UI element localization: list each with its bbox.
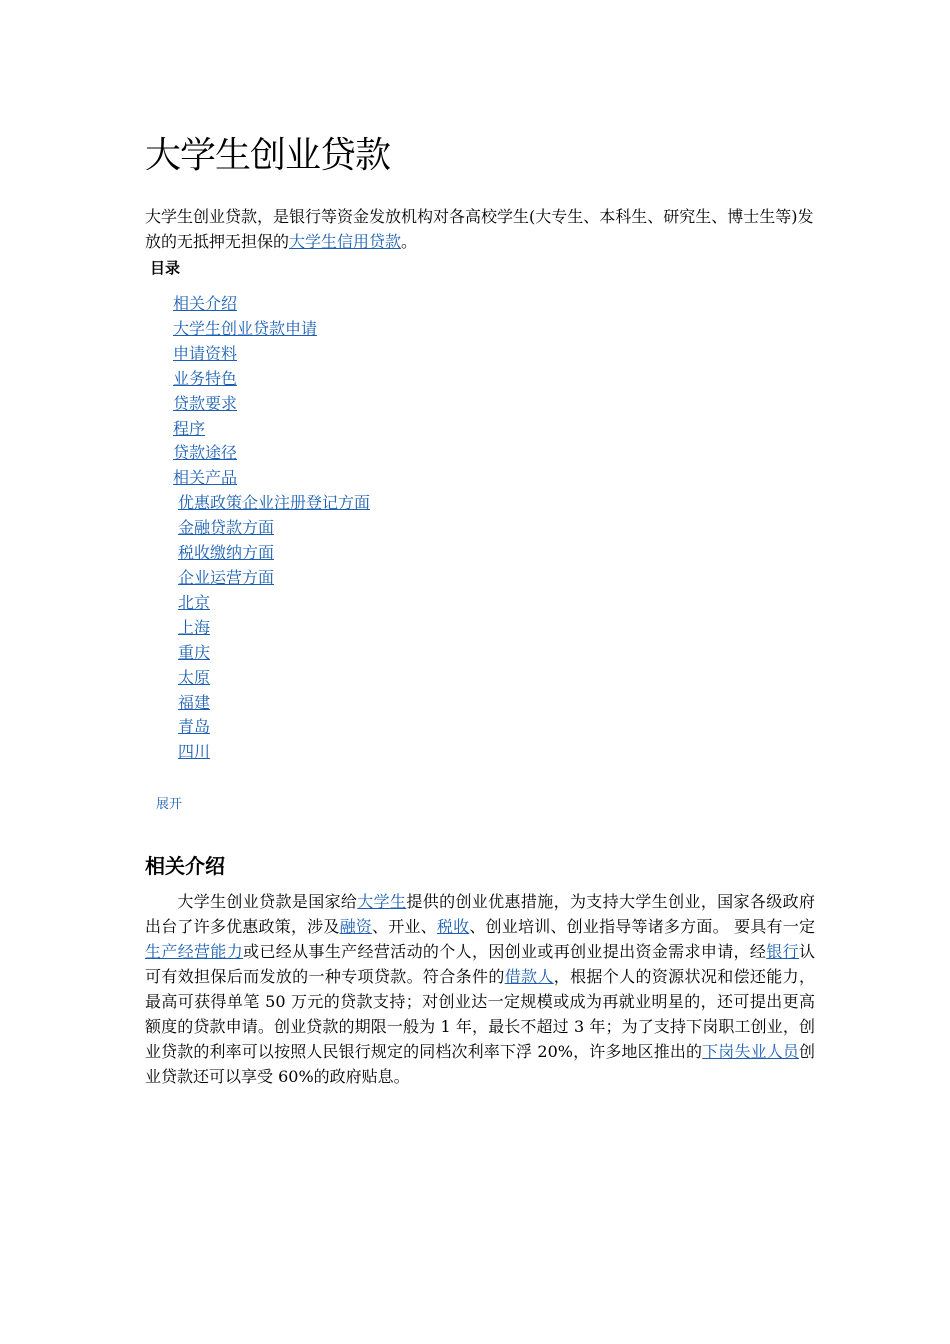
toc-link-qingdao[interactable]: 青岛 [178,717,211,737]
toc-item [160,541,370,566]
body-text: ，根据个人的资源状况和偿还能力，最高可获得单笔 50 万元的贷款支持；对创业达一定规模或成为再就业明星的，还可提出更高额度的贷款申请。创业贷款的期限一般为 1 年，最长不超过 3 年；为了支持下岗职工创业，创业贷款的利率可以按照人民银行规定的同档次利率下浮 20%，许多地区推出的 [145,967,815,1061]
toc-link-operations[interactable]: 企业运营方面 [178,567,275,587]
taxation-link[interactable]: 税收 [436,917,470,936]
borrower-link[interactable]: 借款人 [504,967,554,986]
body-text: 或已经从事生产经营活动的个人，因创业或再创业提出资金需求申请，经 [243,942,767,961]
toc-link-related-intro[interactable]: 相关介绍 [173,294,238,313]
toc-list [160,292,370,765]
toc-link-finance-loans[interactable]: 金融贷款方面 [178,518,275,538]
section-body [145,889,815,1089]
toc-heading: 目录 [150,259,181,277]
toc-link-loan-channels[interactable]: 贷款途径 [173,443,238,463]
toc-item [160,417,370,442]
body-text: 认可有效担保后而发放的一种专项贷款。符合条件的 [145,942,815,986]
body-text: 提供的创业优惠措施，为支持大学生创业，国家各级政府出台了许多优惠政策，涉及 [145,892,815,936]
credit-loan-link[interactable]: 大学生信用贷款 [289,232,402,251]
toc-link-fujian[interactable]: 福建 [178,692,211,712]
toc-item [160,292,370,317]
toc-item [160,342,370,367]
toc-item [160,367,370,392]
toc-item [160,616,370,641]
toc-item [160,691,370,716]
college-student-link[interactable]: 大学生 [357,892,407,911]
bank-link[interactable]: 银行 [766,942,799,961]
toc-link-application-materials[interactable]: 申请资料 [173,343,238,363]
body-text: 、开业、 [372,917,437,936]
toc-item [160,317,370,342]
body-text: 创业贷款还可以享受 60%的政府贴息。 [145,1042,815,1086]
toc-item [160,666,370,691]
toc-link-shanghai[interactable]: 上海 [178,617,211,637]
toc-item [160,441,370,466]
section-title: 相关介绍 [145,854,225,878]
toc-item [160,740,370,765]
intro-end: 。 [401,232,418,251]
toc-item [160,591,370,616]
body-text: 大学生创业贷款是国家给 [177,892,358,911]
toc-link-procedure[interactable]: 程序 [173,418,206,438]
toc-link-tax-payment[interactable]: 税收缴纳方面 [178,543,275,563]
toc-item [160,641,370,666]
toc-item [160,516,370,541]
toc-link-sichuan[interactable]: 四川 [178,742,211,762]
toc-link-beijing[interactable]: 北京 [178,592,211,612]
business-capacity-link[interactable]: 生产经营能力 [145,942,244,961]
page-title: 大学生创业贷款 [145,135,391,176]
toc-item [160,566,370,591]
intro-text: 大学生创业贷款，是银行等资金发放机构对各高校学生(大专生、本科生、研究生、博士生等)发放的无抵押无担保的 [145,207,814,251]
toc-link-registration[interactable]: 优惠政策企业注册登记方面 [178,493,371,513]
toc-expand-link[interactable]: 展开 [156,797,183,812]
toc-link-related-products[interactable]: 相关产品 [173,468,238,488]
laid-off-workers-link[interactable]: 下岗失业人员 [702,1042,799,1061]
toc-link-loan-requirements[interactable]: 贷款要求 [173,393,238,413]
financing-link[interactable]: 融资 [339,917,373,936]
toc-item [160,491,370,516]
toc-item [160,466,370,491]
toc-link-chongqing[interactable]: 重庆 [178,642,211,662]
toc-link-taiyuan[interactable]: 太原 [178,667,211,687]
body-text: 、创业培训、创业指导等诸多方面。 要具有一定 [469,917,815,936]
toc-link-loan-application[interactable]: 大学生创业贷款申请 [173,318,318,338]
intro-paragraph [145,204,815,254]
toc-item [160,715,370,740]
toc-item [160,392,370,417]
toc-link-business-features[interactable]: 业务特色 [173,368,238,388]
